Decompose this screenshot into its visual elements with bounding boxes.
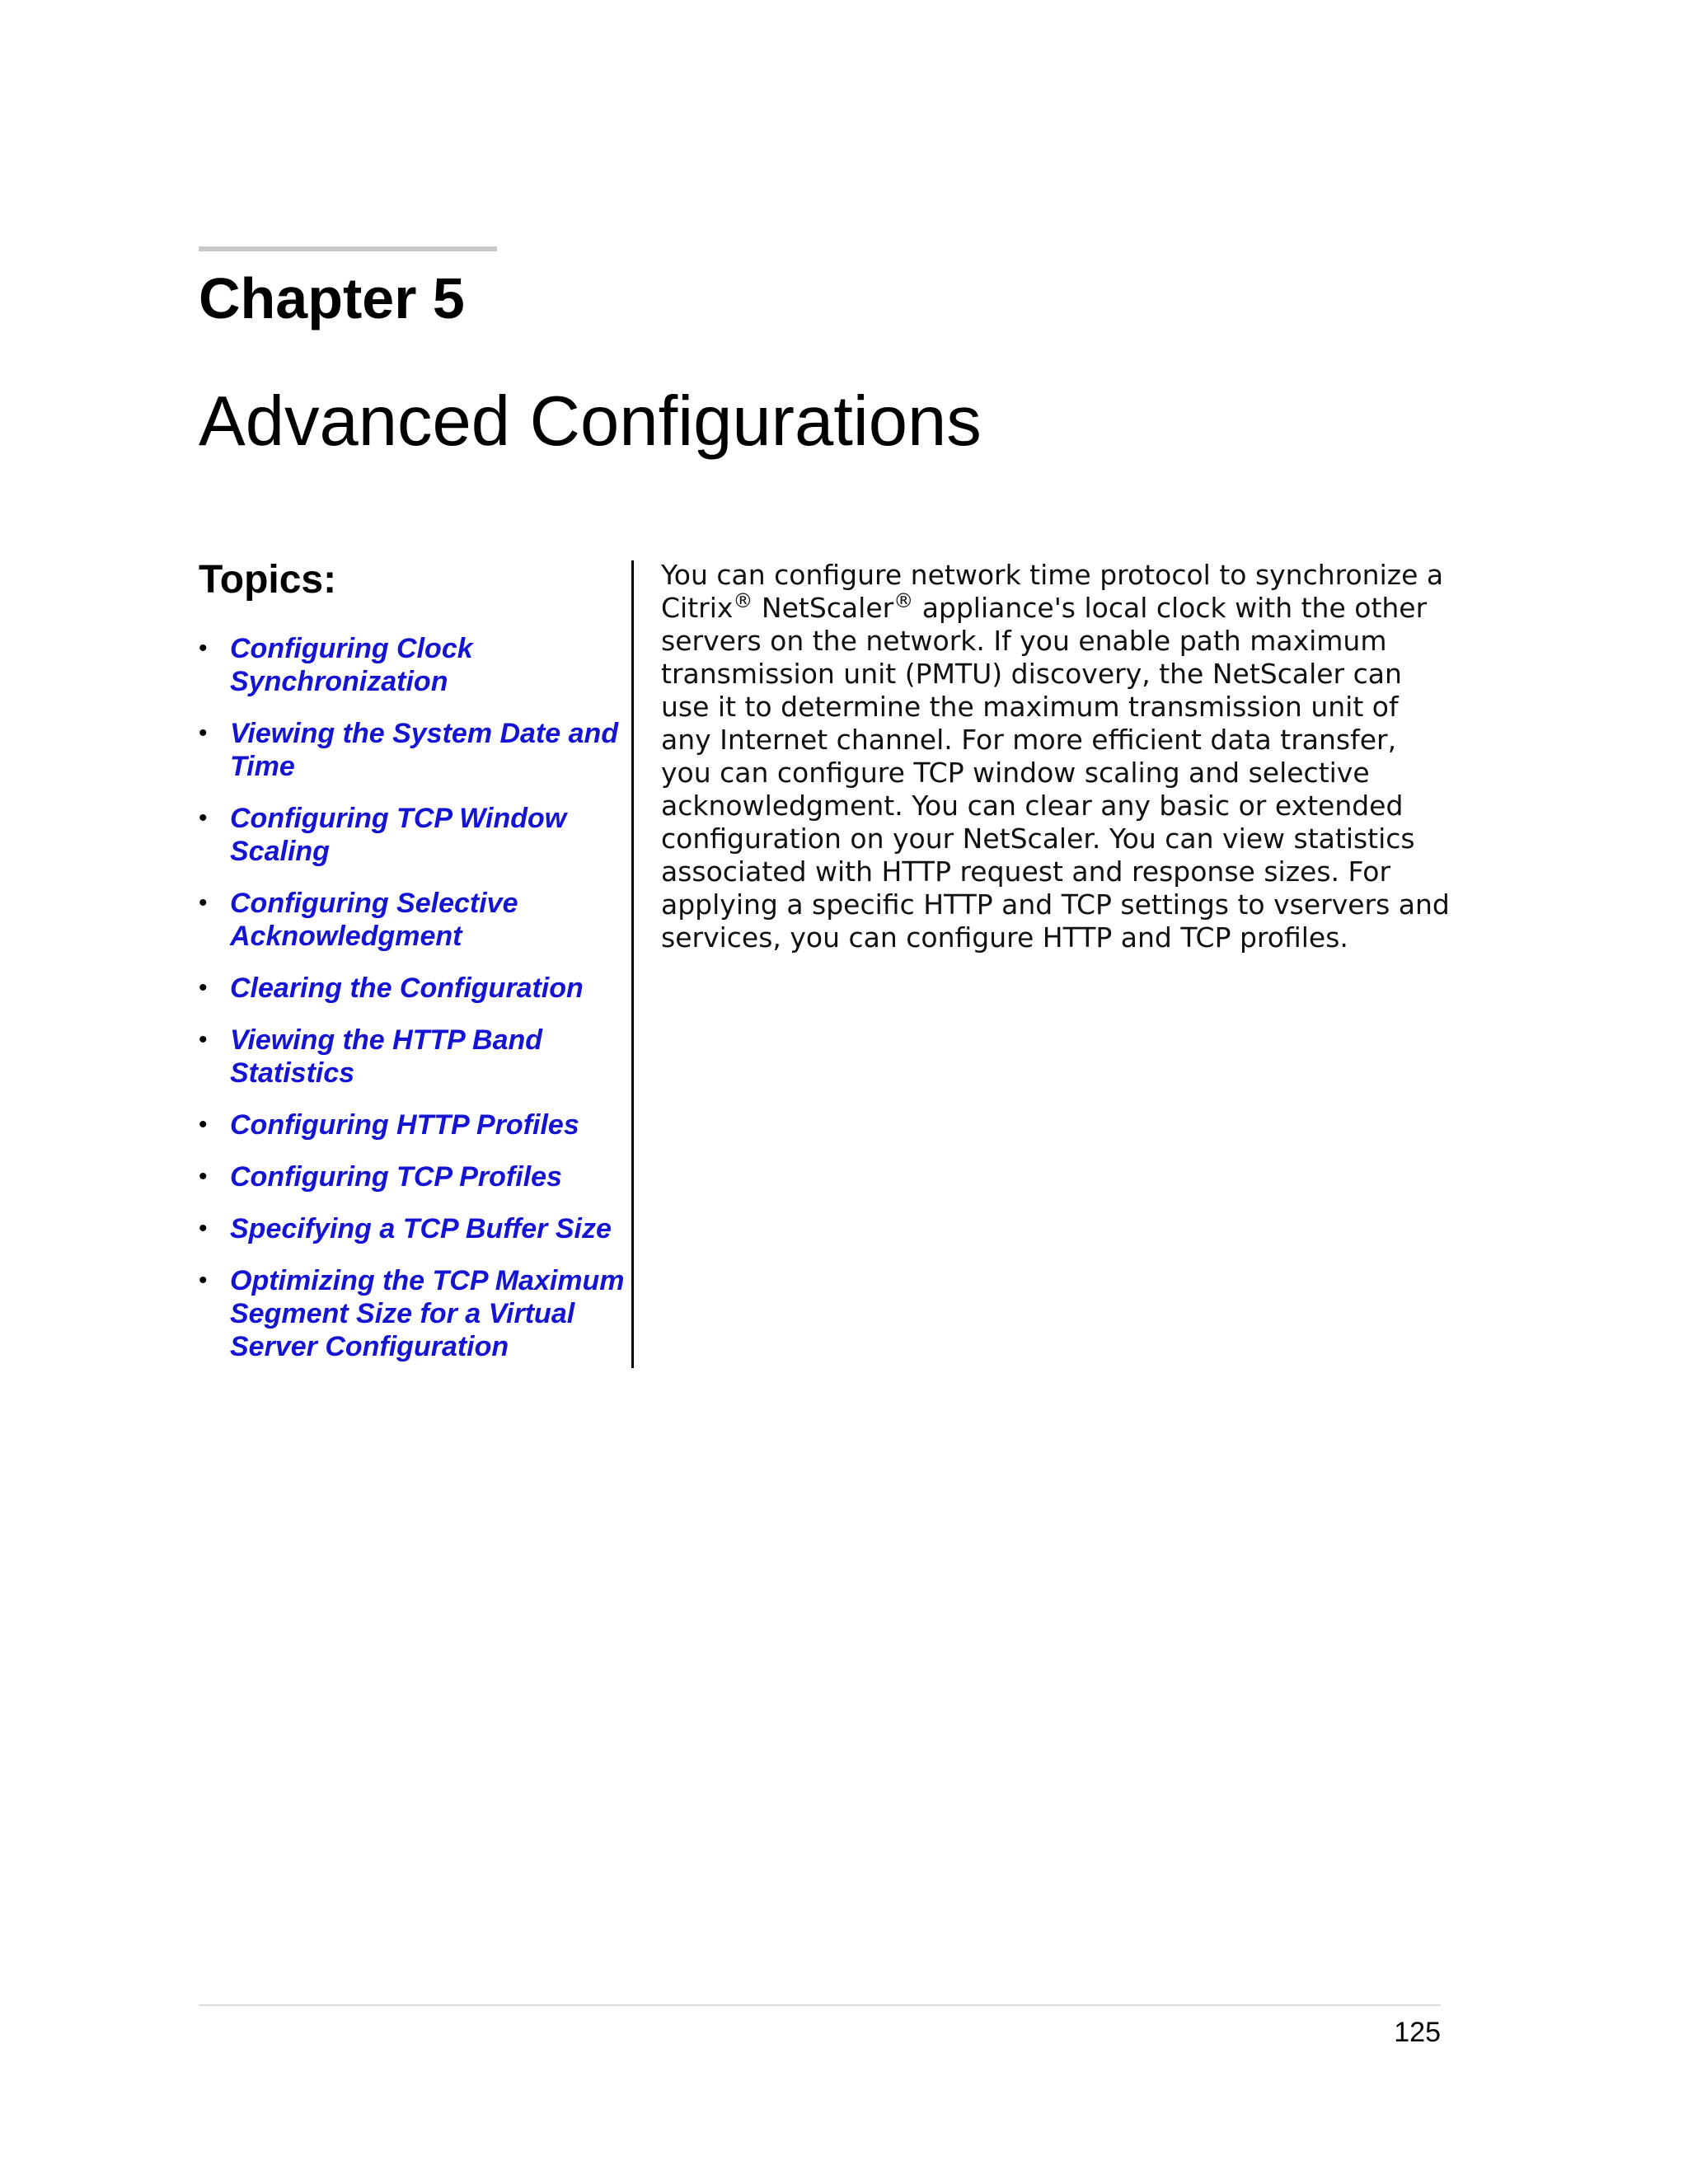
chapter-intro-paragraph: [661, 559, 1452, 954]
list-item: [199, 717, 627, 783]
bullet: •: [199, 1162, 208, 1190]
topic-link-viewing-http-band-statistics[interactable]: Viewing the HTTP Band Statistics: [230, 1024, 543, 1089]
topic-list: [199, 632, 627, 1363]
chapter-title: Advanced Configurations: [199, 382, 982, 461]
list-item: [199, 972, 627, 1005]
registered-mark: ®: [733, 589, 753, 612]
intro-text-part3: appliance's local clock with the other servers on the network. If you enable path maximum transmission unit (PMTU) discovery, the NetScaler can use it to determine the maximum transmission unit of any Internet channel. For more efficient data transfer, you can configure TCP window scaling and selective acknowledgment. You can clear any basic or extended configuration on your NetScaler. You can view statistics associated with HTTP request and response sizes. For applying a specific HTTP and TCP settings to vservers and services, you can configure HTTP and TCP profiles.: [661, 592, 1450, 954]
topic-link-configuring-clock-synchronization[interactable]: Configuring Clock Synchronization: [230, 632, 473, 697]
topic-link-clearing-configuration[interactable]: Clearing the Configuration: [230, 972, 584, 1004]
topic-link-configuring-tcp-window-scaling[interactable]: Configuring TCP Window Scaling: [230, 802, 567, 867]
topics-heading: Topics:: [199, 558, 337, 602]
column-divider: [631, 560, 634, 1368]
list-item: [199, 887, 627, 953]
topic-link-viewing-system-date-time[interactable]: Viewing the System Date and Time: [230, 717, 619, 782]
bullet: •: [199, 804, 208, 832]
bullet: •: [199, 973, 208, 1001]
bullet: •: [199, 1214, 208, 1242]
bullet: •: [199, 1025, 208, 1053]
topic-link-configuring-selective-acknowledgment[interactable]: Configuring Selective Acknowledgment: [230, 887, 518, 952]
bullet: •: [199, 1266, 208, 1294]
list-item: [199, 1212, 627, 1245]
page-number: 125: [1394, 2017, 1441, 2048]
list-item: [199, 1160, 627, 1193]
list-item: [199, 1024, 627, 1090]
topic-link-configuring-http-profiles[interactable]: Configuring HTTP Profiles: [230, 1108, 579, 1141]
topics-sidebar: [199, 556, 627, 1382]
list-item: [199, 802, 627, 868]
footer-rule: [199, 2004, 1441, 2006]
bullet: •: [199, 1110, 208, 1138]
bullet: •: [199, 719, 208, 747]
list-item: [199, 1264, 627, 1363]
bullet: •: [199, 888, 208, 916]
list-item: [199, 1108, 627, 1141]
intro-text-part2: NetScaler: [753, 592, 894, 624]
topic-link-configuring-tcp-profiles[interactable]: Configuring TCP Profiles: [230, 1160, 562, 1193]
chapter-label: Chapter 5: [199, 266, 465, 330]
registered-mark: ®: [893, 589, 914, 612]
chapter-top-rule: [199, 246, 497, 251]
list-item: [199, 632, 627, 698]
topic-link-specifying-tcp-buffer-size[interactable]: Specifying a TCP Buffer Size: [230, 1212, 612, 1244]
intro-text-part1: You can configure network time protocol to synchronize a Citrix: [661, 559, 1444, 624]
bullet: •: [199, 634, 208, 662]
topic-link-optimizing-tcp-mss[interactable]: Optimizing the TCP Maximum Segment Size for a Virtual Server Configuration: [230, 1264, 625, 1362]
